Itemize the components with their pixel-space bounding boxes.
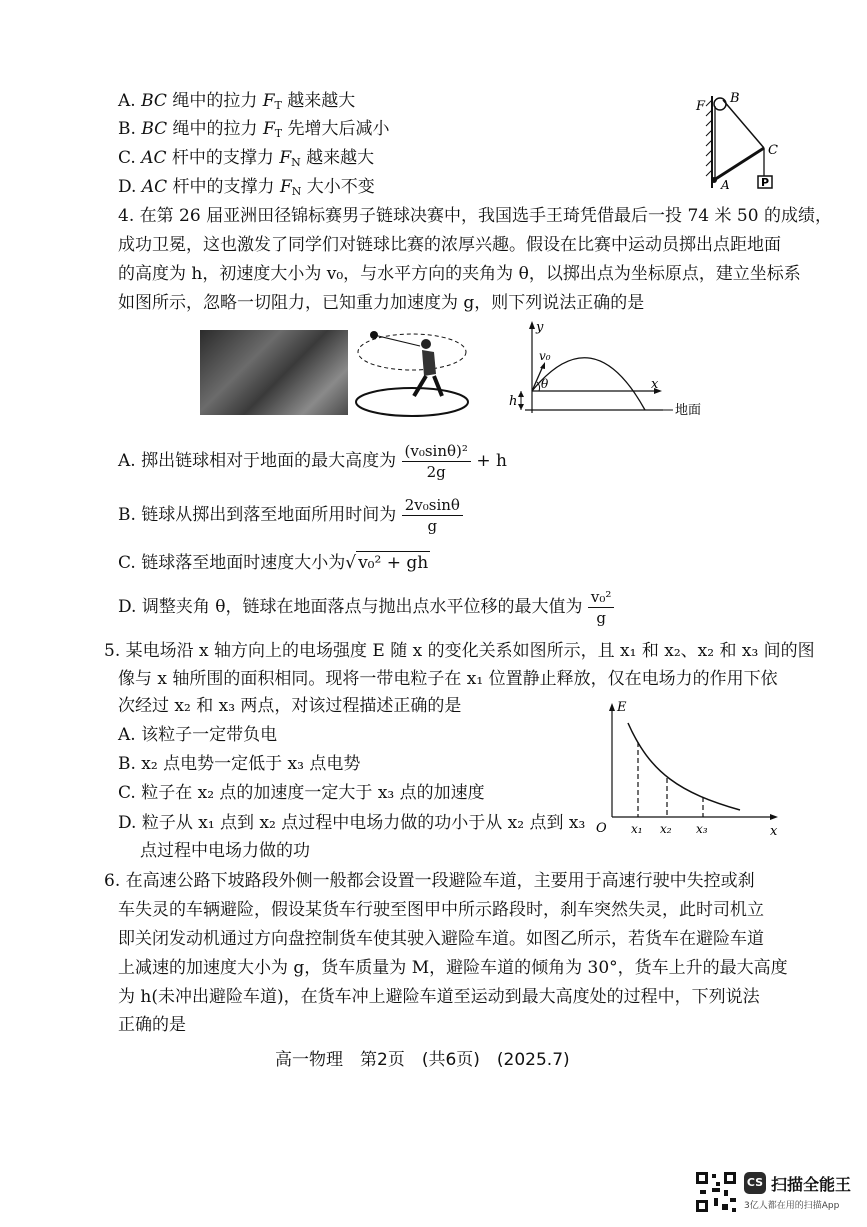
q6-stem-line-3: 即关闭发动机通过方向盘控制货车使其驶入避险车道。如图乙所示，若货车在避险车道 [118,929,764,949]
q6-stem-line-6: 正确的是 [118,1015,186,1035]
q4-stem-line-3: 的高度为 h，初速度大小为 v₀，与水平方向的夹角为 θ，以掷出点为坐标原点，建立坐标系 [118,264,801,284]
graph-label-x3: x₃ [696,822,708,836]
hammer-throw-photo [200,330,348,415]
cs-badge-icon [744,1172,766,1194]
cs-badge-text: CS [746,1176,764,1189]
q5-option-d: D. 粒子从 x₁ 点到 x₂ 点过程中电场力做的功小于从 x₂ 点到 x₃ [118,813,586,833]
graph-label-x: x [770,824,778,839]
q3-option-b: B. BC 绳中的拉力 $F_T$ 先增大后减小 [118,119,390,140]
q5-option-d-cont: 点过程中电场力做的功 [140,841,310,861]
q5-e-x-graph [590,695,785,840]
q4-stem-line-2: 成功卫冕，这也激发了同学们对链球比赛的浓厚兴趣。假设在比赛中运动员掷出点距地面 [118,235,781,255]
q6-stem-line-2: 车失灵的车辆避险，假设某货车行驶至图甲中所示路段时，刹车突然失灵，此时司机立 [118,900,764,920]
q5-option-b: B. x₂ 点电势一定低于 x₃ 点电势 [118,754,361,774]
q4-option-c: C. 链球落至地面时速度大小为√ v₀² + gh [118,553,429,573]
q4-stem-line-1: 4. 在第 26 届亚洲田径锦标赛男子链球决赛中，我国选手王琦凭借最后一投 74 米 50 的成绩， [118,206,832,226]
label-A: A [721,178,730,192]
label-B: B [730,91,740,106]
q4-option-b: B. 链球从掷出到落至地面所用时间为 $\frac{\text{2v₀sinθ}}{g}$ [118,494,463,536]
graph-label-E: E [617,700,627,715]
q6-stem-line-4: 上减速的加速度大小为 g，货车质量为 M，避险车道的倾角为 30°，货车上升的最大高度 [118,958,788,978]
label-h: h [509,394,518,409]
q3-option-a: A. BC 绳中的拉力 $F_T$ 越来越大 [118,91,356,112]
q5-option-a: A. 该粒子一定带负电 [118,725,278,745]
hammer-throw-illustration [352,322,470,418]
q4-option-d: D. 调整夹角 θ，链球在地面落点与抛出点水平位移的最大值为 $\frac{\text{v₀²}}{g}$ [118,586,614,628]
page-footer: 高一物理 第2页 (共6页) (2025.7) [275,1050,570,1070]
brand-tagline: 3亿人都在用的扫描App [744,1201,840,1211]
q5-option-c: C. 粒子在 x₂ 点的加速度一定大于 x₃ 点的加速度 [118,783,485,803]
q6-stem-line-1: 6. 在高速公路下坡路段外侧一般都会设置一段避险车道，主要用于高速行驶中失控或刹 [104,871,755,891]
label-C: C [768,143,778,158]
q5-stem-line-1: 5. 某电场沿 x 轴方向上的电场强度 E 随 x 的变化关系如图所示，且 x₁ 和 x₂、x₂ 和 x₃ 间的图 [104,641,815,661]
label-theta: θ [541,377,549,391]
label-y: y [536,320,544,335]
q6-stem-line-5: 为 h(未冲出避险车道)，在货车冲上避险车道至运动到最大高度处的过程中，下列说法 [118,987,760,1007]
q3-option-c: C. AC 杆中的支撑力 $F_N$ 越来越大 [118,148,375,169]
graph-label-x1: x₁ [631,822,643,836]
q4-option-a: A. 掷出链球相对于地面的最大高度为 $\frac{\text{(v₀sinθ)²}}{2g}$ + h [118,442,507,481]
label-ground: 地面 [675,403,702,418]
label-P: P [761,176,770,189]
q5-stem-line-3: 次经过 x₂ 和 x₃ 两点，对该过程描述正确的是 [118,696,462,716]
graph-label-O: O [596,821,607,836]
brand-name: 扫描全能王 [771,1175,852,1194]
label-v0: v₀ [539,349,551,363]
q3-pulley-diagram [690,88,800,194]
q4-trajectory-diagram [505,318,715,418]
label-x: x [651,377,659,392]
graph-label-x2: x₂ [660,822,672,836]
qr-code-icon [694,1170,738,1214]
q4-stem-line-4: 如图所示，忽略一切阻力，已知重力加速度为 g，则下列说法正确的是 [118,293,645,313]
q3-option-d: D. AC 杆中的支撑力 $F_N$ 大小不变 [118,177,375,198]
label-F: F [696,99,706,114]
q5-stem-line-2: 像与 x 轴所围的面积相同。现将一带电粒子在 x₁ 位置静止释放，仅在电场力的作用下依 [118,669,778,689]
